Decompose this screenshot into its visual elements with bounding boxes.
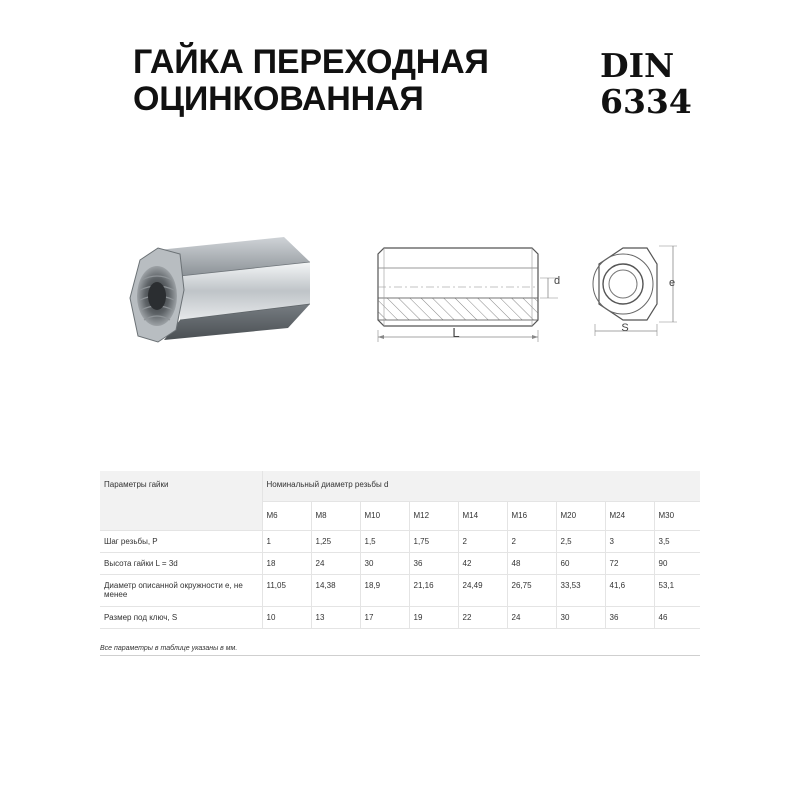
table-cell: 18 xyxy=(262,552,311,574)
size-header: M14 xyxy=(458,501,507,530)
table-cell: 41,6 xyxy=(605,574,654,606)
side-view-drawing xyxy=(372,238,561,350)
table-cell: 36 xyxy=(605,606,654,628)
size-header: M10 xyxy=(360,501,409,530)
size-header: M8 xyxy=(311,501,360,530)
table-header-row xyxy=(100,471,700,501)
size-header: M30 xyxy=(654,501,700,530)
table-cell: 24 xyxy=(311,552,360,574)
table-cell: 72 xyxy=(605,552,654,574)
din-label: DIN xyxy=(600,46,675,85)
table-cell: 17 xyxy=(360,606,409,628)
table-cell: 2 xyxy=(507,530,556,552)
table-cell: 1,25 xyxy=(311,530,360,552)
coupling-nut-photo xyxy=(118,232,328,347)
product-title-line-1: ГАЙКА ПЕРЕХОДНАЯ xyxy=(133,43,489,81)
diameter-column-header: Номинальный диаметр резьбы d xyxy=(262,471,700,501)
table-cell: 30 xyxy=(360,552,409,574)
table-cell: 2,5 xyxy=(556,530,605,552)
table-cell: 22 xyxy=(458,606,507,628)
dimension-S-label: S xyxy=(621,322,629,334)
table-cell: 1,5 xyxy=(360,530,409,552)
table-row xyxy=(100,574,700,606)
size-header: M24 xyxy=(605,501,654,530)
table-cell: 19 xyxy=(409,606,458,628)
table-cell: 46 xyxy=(654,606,700,628)
product-title-line-2: ОЦИНКОВАННАЯ xyxy=(133,80,424,118)
size-header: M20 xyxy=(556,501,605,530)
dimension-L-label: L xyxy=(452,325,460,340)
product-title xyxy=(133,44,489,118)
row-label: Диаметр описанной окружности e, не менее xyxy=(100,574,262,606)
table-cell: 10 xyxy=(262,606,311,628)
din-number: 6334 xyxy=(600,82,692,121)
table-cell: 53,1 xyxy=(654,574,700,606)
table-cell: 13 xyxy=(311,606,360,628)
table-cell: 1 xyxy=(262,530,311,552)
table-cell: 90 xyxy=(654,552,700,574)
table-cell: 26,75 xyxy=(507,574,556,606)
table-cell: 18,9 xyxy=(360,574,409,606)
table-cell: 3,5 xyxy=(654,530,700,552)
dimension-e-label: e xyxy=(669,277,676,289)
table-cell: 36 xyxy=(409,552,458,574)
size-header: M6 xyxy=(262,501,311,530)
table-cell: 21,16 xyxy=(409,574,458,606)
table-cell: 30 xyxy=(556,606,605,628)
table-cell: 3 xyxy=(605,530,654,552)
table-row xyxy=(100,530,700,552)
table-footnote: Все параметры в таблице указаны в мм. xyxy=(100,645,700,656)
dimension-d-label: d xyxy=(554,275,561,287)
table-cell: 24 xyxy=(507,606,556,628)
size-header: M16 xyxy=(507,501,556,530)
din-standard-mark xyxy=(600,46,692,121)
size-header: M12 xyxy=(409,501,458,530)
front-view-drawing xyxy=(585,238,685,338)
table-cell: 2 xyxy=(458,530,507,552)
table-cell: 48 xyxy=(507,552,556,574)
row-label: Шаг резьбы, P xyxy=(100,530,262,552)
table-cell: 14,38 xyxy=(311,574,360,606)
table-cell: 60 xyxy=(556,552,605,574)
table-cell: 42 xyxy=(458,552,507,574)
parameters-table xyxy=(100,471,700,629)
table-cell: 11,05 xyxy=(262,574,311,606)
row-label: Размер под ключ, S xyxy=(100,606,262,628)
row-label: Высота гайки L = 3d xyxy=(100,552,262,574)
table-cell: 24,49 xyxy=(458,574,507,606)
table-cell: 1,75 xyxy=(409,530,458,552)
param-column-header: Параметры гайки xyxy=(100,471,262,530)
table-row xyxy=(100,606,700,628)
table-cell: 33,53 xyxy=(556,574,605,606)
table-row xyxy=(100,552,700,574)
